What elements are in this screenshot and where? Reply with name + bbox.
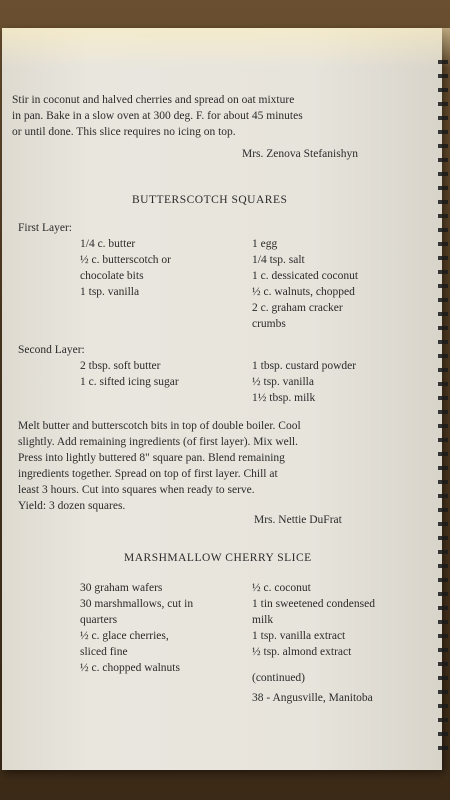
second-layer-label: Second Layer:: [18, 344, 85, 356]
ingredient: 1 tsp. vanilla extract: [252, 630, 346, 642]
first-layer-label: First Layer:: [18, 222, 72, 234]
spiral-binding: [438, 60, 448, 760]
method-line: least 3 hours. Cut into squares when ready to serve.: [18, 484, 255, 496]
ingredient: 1 egg: [252, 238, 278, 250]
method-line: slightly. Add remaining ingredients (of first layer). Mix well.: [18, 436, 298, 448]
cookbook-page: [2, 28, 442, 770]
ingredient: 1 tsp. vanilla: [80, 286, 140, 298]
ingredient: 1 tin sweetened condensed: [252, 598, 375, 610]
intro-line-2: in pan. Bake in a slow oven at 300 deg. F. for about 45 minutes: [12, 110, 303, 122]
continued-label: (continued): [252, 672, 306, 684]
ingredient: ½ c. butterscotch or: [80, 254, 172, 266]
method-line: Press into lightly buttered 8" square pan. Blend remaining: [18, 452, 285, 464]
ingredient: milk: [252, 614, 274, 626]
ingredient: ½ c. chopped walnuts: [80, 662, 180, 674]
intro-line-3: or until done. This slice requires no icing on top.: [12, 126, 236, 138]
ingredient: quarters: [80, 614, 118, 626]
method-line: Melt butter and butterscotch bits in top of double boiler. Cool: [18, 420, 301, 432]
ingredient: 1/4 c. butter: [80, 238, 136, 250]
ingredient: 1½ tbsp. milk: [252, 392, 316, 404]
ingredient: ½ c. coconut: [252, 582, 311, 594]
intro-line-1: Stir in coconut and halved cherries and spread on oat mixture: [12, 94, 295, 106]
method-line: ingredients together. Spread on top of first layer. Chill at: [18, 468, 278, 480]
recipe-title-butterscotch: BUTTERSCOTCH SQUARES: [132, 194, 288, 206]
page-footer: 38 - Angusville, Manitoba: [252, 692, 373, 704]
ingredient: ½ c. glace cherries,: [80, 630, 169, 642]
sunlight-glare: [2, 28, 450, 68]
ingredient: 2 tbsp. soft butter: [80, 360, 161, 372]
ingredient: ½ tsp. almond extract: [252, 646, 352, 658]
ingredient: ½ c. walnuts, chopped: [252, 286, 355, 298]
ingredient: ½ tsp. vanilla: [252, 376, 314, 388]
intro-author: Mrs. Zenova Stefanishyn: [242, 148, 358, 160]
ingredient: chocolate bits: [80, 270, 144, 282]
ingredient: crumbs: [252, 318, 286, 330]
ingredient: 2 c. graham cracker: [252, 302, 343, 314]
ingredient: 1 c. sifted icing sugar: [80, 376, 179, 388]
ingredient: 1 tbsp. custard powder: [252, 360, 357, 372]
ingredient: sliced fine: [80, 646, 128, 658]
yield-line: Yield: 3 dozen squares.: [18, 500, 126, 512]
ingredient: 1 c. dessicated coconut: [252, 270, 359, 282]
ingredient: 30 marshmallows, cut in: [80, 598, 194, 610]
recipe-title-marshmallow: MARSHMALLOW CHERRY SLICE: [124, 552, 312, 564]
recipe-author: Mrs. Nettie DuFrat: [254, 514, 342, 526]
ingredient: 1/4 tsp. salt: [252, 254, 305, 266]
ingredient: 30 graham wafers: [80, 582, 163, 594]
